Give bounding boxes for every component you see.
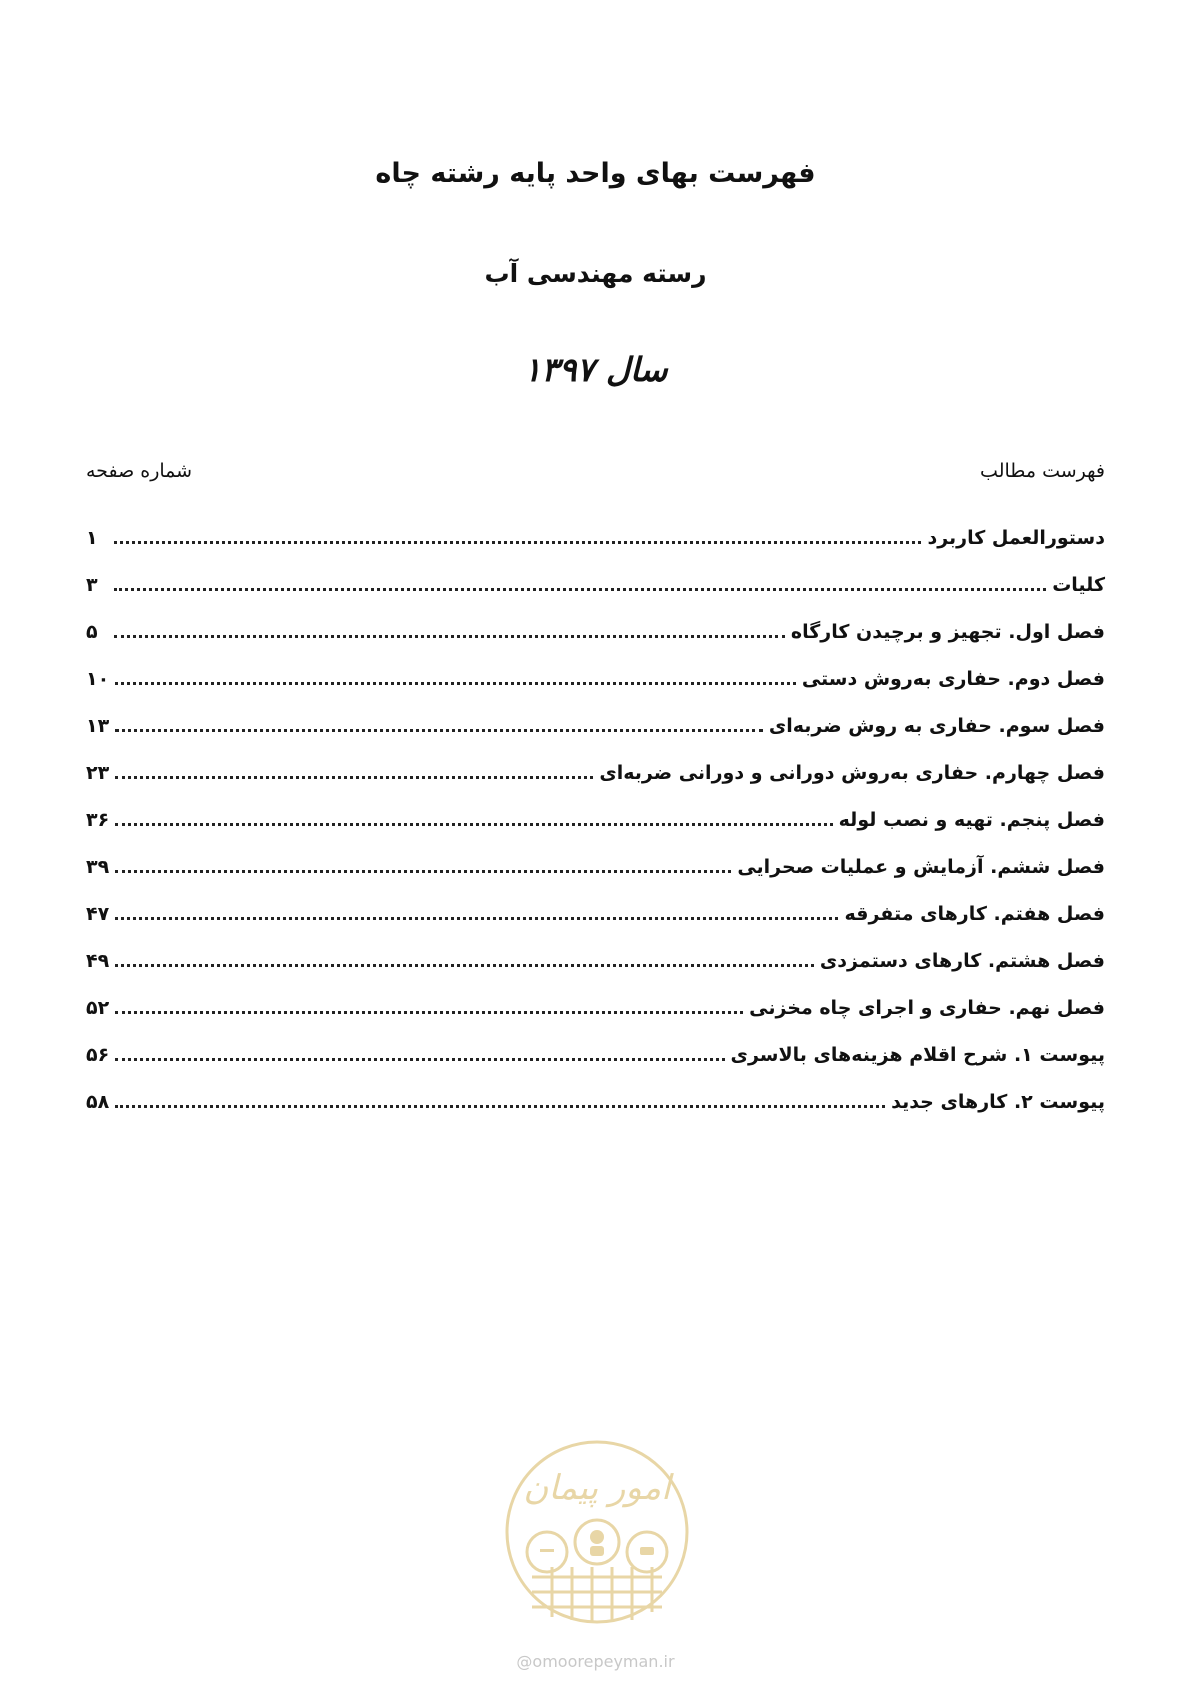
toc-leader-dots [115,682,796,685]
toc-entry-page: ۵۲ [86,996,110,1019]
toc-entry-page: ۵۶ [86,1043,110,1066]
toc-entry-label: فصل هفتم. کارهای متفرقه [844,902,1105,925]
year-title: سال ۱۳۹۷ [523,350,668,389]
toc-header [86,460,1105,482]
toc-entry-label: فصل اول. تجهیز و برچیدن کارگاه [790,620,1105,643]
table-of-contents [86,514,1105,1125]
toc-entry-page: ۵۸ [86,1090,110,1113]
toc-leader-dots [115,823,832,826]
toc-entry-label: فصل چهارم. حفاری به‌روش دورانی و دورانی ضربه‌ای [599,761,1105,784]
toc-leader-dots [114,635,785,638]
toc-entry[interactable] [86,514,1105,561]
toc-page-heading: شماره صفحه [86,460,193,482]
toc-entry[interactable] [86,937,1105,984]
toc-leader-dots [115,917,838,920]
page-title: فهرست بهای واحد پایه رشته چاه [375,158,816,189]
toc-label-heading: فهرست مطالب [980,460,1105,482]
toc-entry-label: پیوست ۱. شرح اقلام هزینه‌های بالاسری [730,1043,1105,1066]
toc-entry-label: پیوست ۲. کارهای جدید [891,1090,1105,1113]
toc-entry[interactable] [86,843,1105,890]
toc-leader-dots [115,1105,885,1108]
toc-entry-page: ۳ [86,573,98,596]
toc-entry-label: دستورالعمل کاربرد [927,526,1105,549]
toc-entry-label: فصل نهم. حفاری و اجرای چاه مخزنی [749,996,1105,1019]
page-subtitle: رسته مهندسی آب [484,259,707,288]
toc-entry-label: فصل دوم. حفاری به‌روش دستی [801,667,1105,690]
toc-entry-label: فصل ششم. آزمایش و عملیات صحرایی [737,855,1105,878]
toc-entry-label: فصل پنجم. تهیه و نصب لوله [838,808,1105,831]
toc-entry-label: فصل هشتم. کارهای دستمزدی [819,949,1105,972]
watermark-url: @omoorepeyman.ir [516,1652,675,1671]
toc-entry-label: کلیات [1052,573,1105,596]
toc-leader-dots [115,1058,724,1061]
toc-leader-dots [114,541,921,544]
toc-entry-page: ۴۷ [86,902,110,925]
toc-leader-dots [115,870,731,873]
toc-entry[interactable] [86,796,1105,843]
toc-entry[interactable] [86,1078,1105,1125]
toc-leader-dots [115,729,763,732]
toc-leader-dots [115,964,814,967]
toc-entry-page: ۲۳ [86,761,110,784]
toc-leader-dots [115,776,593,779]
toc-entry[interactable] [86,890,1105,937]
toc-entry[interactable] [86,984,1105,1031]
toc-entry[interactable] [86,749,1105,796]
toc-entry[interactable] [86,1031,1105,1078]
toc-entry-page: ۱ [86,526,98,549]
toc-entry-page: ۱۰ [86,667,110,690]
toc-entry[interactable] [86,608,1105,655]
toc-entry-page: ۳۹ [86,855,110,878]
toc-entry-label: فصل سوم. حفاری به روش ضربه‌ای [768,714,1105,737]
toc-entry[interactable] [86,655,1105,702]
watermark-logo-text: امور پیمان [523,1468,671,1508]
toc-entry[interactable] [86,702,1105,749]
toc-entry-page: ۵ [86,620,98,643]
toc-entry-page: ۱۳ [86,714,110,737]
toc-entry[interactable] [86,561,1105,608]
watermark-logo [502,1437,692,1627]
toc-entry-page: ۴۹ [86,949,110,972]
toc-entry-page: ۳۶ [86,808,110,831]
toc-leader-dots [114,588,1046,591]
toc-leader-dots [115,1011,743,1014]
